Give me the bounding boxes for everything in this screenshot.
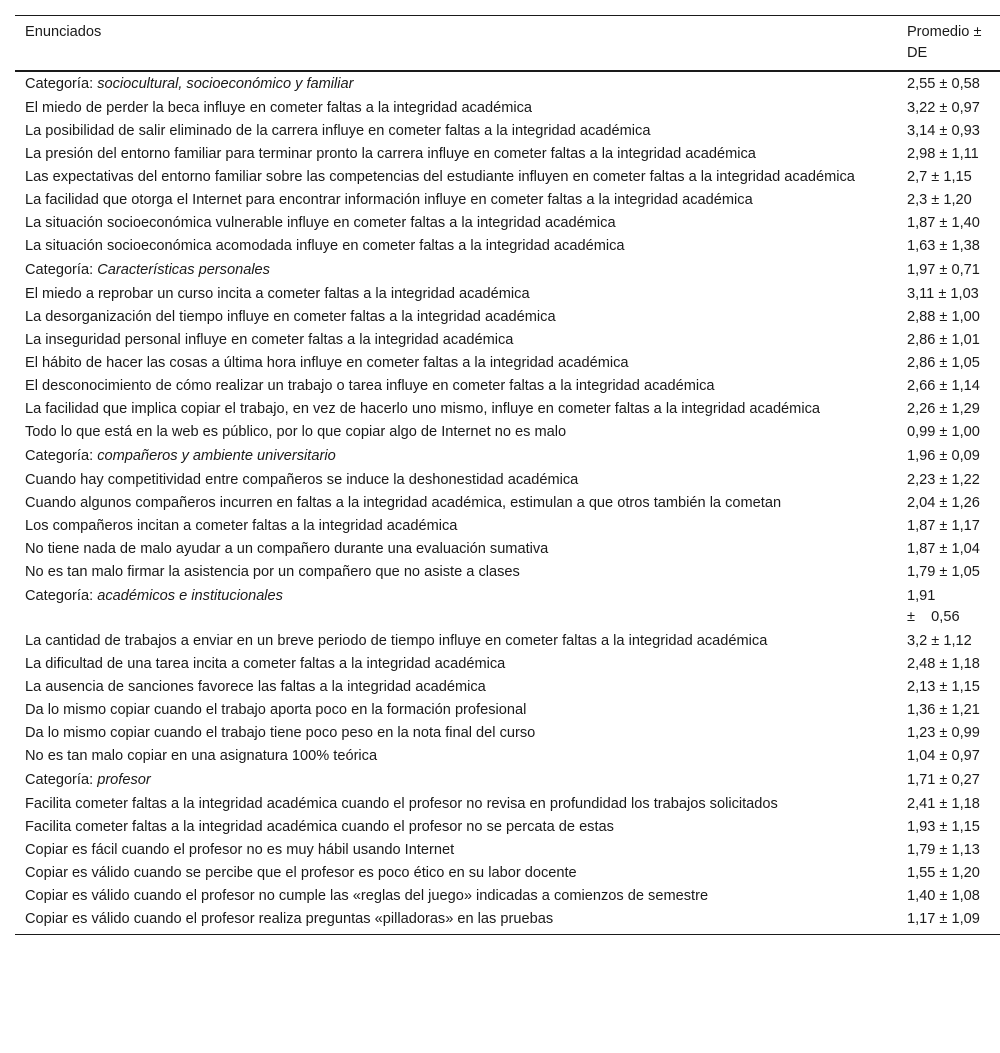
statement: Facilita cometer faltas a la integridad académica cuando el profesor no revisa en profundidad los trabajos solicitados bbox=[25, 796, 778, 812]
statement: Copiar es válido cuando el profesor no cumple las «reglas del juego» indicadas a comienzos de semestre bbox=[25, 888, 709, 904]
table-header bbox=[15, 16, 1000, 72]
header-mean-sd: Promedio ± DE bbox=[906, 24, 982, 61]
mean-sd: 2,86 ± 1,01 bbox=[906, 332, 980, 348]
table-row bbox=[15, 908, 1000, 935]
category-row bbox=[15, 71, 1000, 97]
table-row bbox=[15, 306, 1000, 329]
table-row bbox=[15, 722, 1000, 745]
category-label bbox=[15, 768, 897, 793]
mean-sd: 1,87 ± 1,40 bbox=[906, 215, 980, 231]
table-row bbox=[15, 421, 1000, 444]
category-name: sociocultural, socioeconómico y familiar bbox=[97, 76, 354, 92]
table-row bbox=[15, 329, 1000, 352]
category-mean: 1,71 ± 0,27 bbox=[906, 772, 980, 788]
statement: La presión del entorno familiar para terminar pronto la carrera influye en cometer faltas a la integridad académica bbox=[25, 146, 756, 162]
category-prefix: Categoría: bbox=[25, 76, 98, 92]
statement: La ausencia de sanciones favorece las faltas a la integridad académica bbox=[25, 679, 486, 695]
table-row bbox=[15, 676, 1000, 699]
mean-sd: 2,04 ± 1,26 bbox=[906, 495, 980, 511]
statement: Las expectativas del entorno familiar sobre las competencias del estudiante influyen en cometer faltas a la integridad académica bbox=[25, 169, 855, 185]
mean-sd: 2,41 ± 1,18 bbox=[906, 796, 980, 812]
statement: La situación socioeconómica vulnerable influye en cometer faltas a la integridad académica bbox=[25, 215, 616, 231]
statement: No es tan malo firmar la asistencia por un compañero que no asiste a clases bbox=[25, 564, 520, 580]
mean-sd: 0,99 ± 1,00 bbox=[906, 424, 980, 440]
table-row bbox=[15, 699, 1000, 722]
mean-sd: 1,79 ± 1,13 bbox=[906, 842, 980, 858]
table-row bbox=[15, 839, 1000, 862]
mean-sd: 2,3 ± 1,20 bbox=[906, 192, 972, 208]
statement: La cantidad de trabajos a enviar en un breve periodo de tiempo influye en cometer faltas a la integridad académica bbox=[25, 633, 768, 649]
statement: La inseguridad personal influye en cometer faltas a la integridad académica bbox=[25, 332, 514, 348]
mean-sd: 2,86 ± 1,05 bbox=[906, 355, 980, 371]
category-name: profesor bbox=[97, 772, 151, 788]
statement: Da lo mismo copiar cuando el trabajo aporta poco en la formación profesional bbox=[25, 702, 527, 718]
table-row bbox=[15, 515, 1000, 538]
category-name: compañeros y ambiente universitario bbox=[97, 448, 336, 464]
statement: Los compañeros incitan a cometer faltas a la integridad académica bbox=[25, 518, 458, 534]
mean-sd: 2,88 ± 1,00 bbox=[906, 309, 980, 325]
category-label bbox=[15, 584, 897, 630]
mean-sd: 3,11 ± 1,03 bbox=[906, 286, 979, 302]
statement: Copiar es válido cuando el profesor realiza preguntas «pilladoras» en las pruebas bbox=[25, 911, 554, 927]
statement: La dificultad de una tarea incita a cometer faltas a la integridad académica bbox=[25, 656, 506, 672]
mean-sd: 1,17 ± 1,09 bbox=[906, 911, 980, 927]
category-row bbox=[15, 768, 1000, 793]
results-table bbox=[15, 15, 1000, 935]
statement: El miedo de perder la beca influye en cometer faltas a la integridad académica bbox=[25, 100, 533, 116]
statement: Cuando algunos compañeros incurren en faltas a la integridad académica, estimulan a que otros también la cometan bbox=[25, 495, 782, 511]
statement: Todo lo que está en la web es público, por lo que copiar algo de Internet no es malo bbox=[25, 424, 567, 440]
mean-sd: 1,87 ± 1,04 bbox=[906, 541, 980, 557]
mean-sd: 2,7 ± 1,15 bbox=[906, 169, 972, 185]
statement: La facilidad que otorga el Internet para encontrar información influye en cometer faltas a la integridad académica bbox=[25, 192, 753, 208]
table-row bbox=[15, 166, 1000, 189]
statement: La situación socioeconómica acomodada influye en cometer faltas a la integridad académica bbox=[25, 238, 625, 254]
mean-sd: 1,36 ± 1,21 bbox=[906, 702, 980, 718]
category-name: académicos e institucionales bbox=[97, 588, 283, 604]
statement: Copiar es válido cuando se percibe que el profesor es poco ético en su labor docente bbox=[25, 865, 577, 881]
category-mean bbox=[897, 584, 1000, 630]
table-row bbox=[15, 352, 1000, 375]
statement: No es tan malo copiar en una asignatura 100% teórica bbox=[25, 748, 378, 764]
category-prefix: Categoría: bbox=[25, 772, 98, 788]
category-prefix: Categoría: bbox=[25, 448, 98, 464]
table-row bbox=[15, 120, 1000, 143]
table-row bbox=[15, 212, 1000, 235]
mean-sd: 1,55 ± 1,20 bbox=[906, 865, 980, 881]
category-mean: 2,55 ± 0,58 bbox=[906, 76, 980, 92]
table-row bbox=[15, 653, 1000, 676]
mean-sd: 1,93 ± 1,15 bbox=[906, 819, 980, 835]
category-mean: 1,97 ± 0,71 bbox=[906, 262, 980, 278]
statement: El hábito de hacer las cosas a última hora influye en cometer faltas a la integridad académica bbox=[25, 355, 629, 371]
category-label bbox=[15, 71, 897, 97]
table-row bbox=[15, 630, 1000, 653]
statement: La facilidad que implica copiar el trabajo, en vez de hacerlo uno mismo, influye en cometer faltas a la integridad académica bbox=[25, 401, 820, 417]
category-row bbox=[15, 258, 1000, 283]
statement: No tiene nada de malo ayudar a un compañero durante una evaluación sumativa bbox=[25, 541, 549, 557]
table-row bbox=[15, 538, 1000, 561]
statement: El desconocimiento de cómo realizar un trabajo o tarea influye en cometer faltas a la integridad académica bbox=[25, 378, 715, 394]
category-name: Características personales bbox=[97, 262, 270, 278]
category-mean: 1,96 ± 0,09 bbox=[906, 448, 980, 464]
table-row bbox=[15, 745, 1000, 768]
statement: Da lo mismo copiar cuando el trabajo tiene poco peso en la nota final del curso bbox=[25, 725, 536, 741]
table-row bbox=[15, 235, 1000, 258]
category-row bbox=[15, 444, 1000, 469]
mean-sd: 2,48 ± 1,18 bbox=[906, 656, 980, 672]
mean-sd: 1,63 ± 1,38 bbox=[906, 238, 980, 254]
category-mean-value: 1,91 bbox=[906, 588, 936, 604]
table-row bbox=[15, 97, 1000, 120]
table-body bbox=[15, 71, 1000, 935]
table-row bbox=[15, 143, 1000, 166]
table-row bbox=[15, 375, 1000, 398]
mean-sd: 3,22 ± 0,97 bbox=[906, 100, 980, 116]
table-row bbox=[15, 793, 1000, 816]
table-row bbox=[15, 816, 1000, 839]
table-row bbox=[15, 561, 1000, 584]
table-row bbox=[15, 283, 1000, 306]
statement: Facilita cometer faltas a la integridad académica cuando el profesor no se percata de estas bbox=[25, 819, 614, 835]
category-prefix: Categoría: bbox=[25, 262, 98, 278]
category-row bbox=[15, 584, 1000, 630]
mean-sd: 1,87 ± 1,17 bbox=[906, 518, 980, 534]
category-prefix: Categoría: bbox=[25, 588, 98, 604]
table-row bbox=[15, 885, 1000, 908]
category-label bbox=[15, 258, 897, 283]
mean-sd: 2,98 ± 1,11 bbox=[906, 146, 979, 162]
table-row bbox=[15, 492, 1000, 515]
header-row bbox=[15, 16, 1000, 72]
mean-sd: 2,23 ± 1,22 bbox=[906, 472, 980, 488]
mean-sd: 1,04 ± 0,97 bbox=[906, 748, 980, 764]
statement: Cuando hay competitividad entre compañeros se induce la deshonestidad académica bbox=[25, 472, 579, 488]
table-row bbox=[15, 469, 1000, 492]
table-row bbox=[15, 862, 1000, 885]
statement: Copiar es fácil cuando el profesor no es muy hábil usando Internet bbox=[25, 842, 455, 858]
mean-sd: 3,2 ± 1,12 bbox=[906, 633, 972, 649]
category-sd-value: ± 0,56 bbox=[906, 609, 960, 625]
mean-sd: 3,14 ± 0,93 bbox=[906, 123, 980, 139]
table-row bbox=[15, 398, 1000, 421]
mean-sd: 1,79 ± 1,05 bbox=[906, 564, 980, 580]
mean-sd: 2,66 ± 1,14 bbox=[906, 378, 980, 394]
category-label bbox=[15, 444, 897, 469]
statement: La desorganización del tiempo influye en cometer faltas a la integridad académica bbox=[25, 309, 556, 325]
mean-sd: 1,40 ± 1,08 bbox=[906, 888, 980, 904]
statement: La posibilidad de salir eliminado de la carrera influye en cometer faltas a la integridad académica bbox=[25, 123, 651, 139]
header-statements: Enunciados bbox=[25, 24, 102, 40]
mean-sd: 2,26 ± 1,29 bbox=[906, 401, 980, 417]
statement: El miedo a reprobar un curso incita a cometer faltas a la integridad académica bbox=[25, 286, 530, 302]
mean-sd: 1,23 ± 0,99 bbox=[906, 725, 980, 741]
table-row bbox=[15, 189, 1000, 212]
mean-sd: 2,13 ± 1,15 bbox=[906, 679, 980, 695]
